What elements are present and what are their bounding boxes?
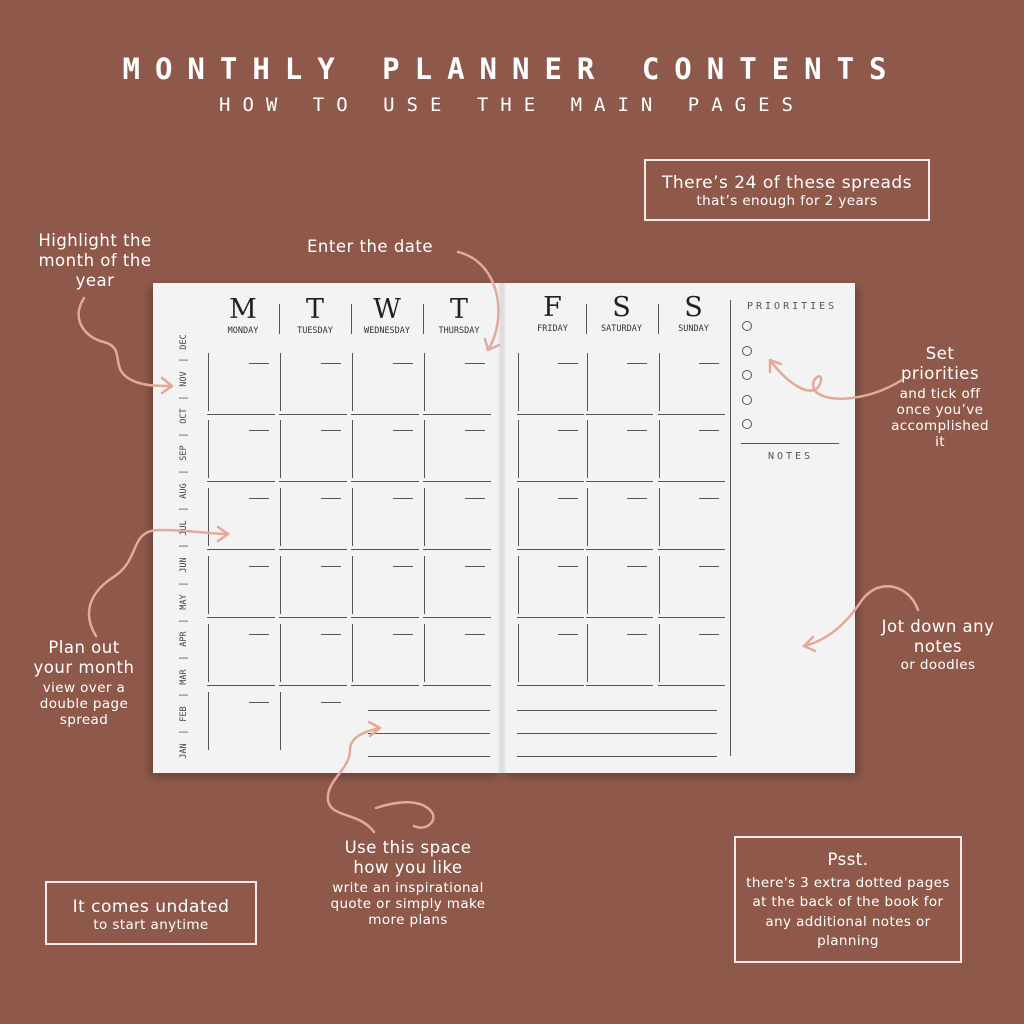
cell-divider	[352, 624, 353, 682]
week-rule	[279, 414, 347, 415]
week-rule	[207, 685, 275, 686]
week-rule	[207, 481, 275, 482]
week-rule	[279, 549, 347, 550]
month-selector	[170, 300, 198, 759]
cell-divider	[587, 420, 588, 478]
cell-divider	[587, 556, 588, 614]
spreads-note-title: There’s 24 of these spreads	[661, 173, 913, 193]
free-space-line	[517, 756, 717, 757]
date-dash	[393, 566, 413, 567]
month-separator: |	[179, 692, 189, 698]
date-dash	[321, 634, 341, 635]
day-name: THURSDAY	[438, 326, 480, 336]
cell-divider	[208, 488, 209, 546]
date-dash	[558, 634, 578, 635]
week-rule	[279, 617, 347, 618]
cell-divider	[587, 353, 588, 411]
week-rule	[586, 685, 653, 686]
day-header-thursday	[423, 296, 495, 336]
enter-date-text: Enter the date	[306, 237, 434, 256]
priority-checkbox[interactable]	[742, 321, 752, 331]
date-dash	[558, 363, 578, 364]
notes-label: NOTES	[768, 451, 814, 462]
day-letter: M	[229, 294, 257, 325]
highlight-month-text: Highlight the month of the year	[38, 231, 152, 290]
cell-divider	[659, 353, 660, 411]
plan-month-title: Plan out your month	[33, 638, 135, 677]
header-separator	[351, 304, 352, 334]
header-separator	[586, 304, 587, 334]
month-may[interactable]: MAY	[179, 594, 189, 610]
notes-note	[880, 617, 996, 673]
date-dash	[465, 498, 485, 499]
day-letter: T	[305, 294, 324, 325]
week-rule	[517, 685, 584, 686]
day-letter: W	[373, 294, 401, 325]
plan-month-text: view over a double page spread	[39, 679, 129, 728]
week-rule	[351, 685, 419, 686]
day-header-friday	[517, 294, 588, 334]
notes-note-text: or doodles	[900, 656, 976, 673]
planner-right-page	[503, 283, 855, 773]
day-name: TUESDAY	[297, 326, 333, 336]
date-dash	[321, 430, 341, 431]
cell-divider	[280, 556, 281, 614]
cell-divider	[280, 353, 281, 411]
priorities-note-title: Set priorities	[900, 344, 980, 383]
notes-divider	[741, 443, 839, 444]
month-oct[interactable]: OCT	[179, 408, 189, 424]
date-dash	[321, 363, 341, 364]
priority-checkbox[interactable]	[742, 395, 752, 405]
day-header-tuesday	[279, 296, 351, 336]
page-subtitle: HOW TO USE THE MAIN PAGES	[219, 94, 805, 116]
month-separator: |	[179, 581, 189, 587]
date-dash	[699, 634, 719, 635]
free-space-loop	[376, 802, 433, 827]
week-rule	[658, 549, 725, 550]
date-dash	[465, 363, 485, 364]
date-dash	[627, 634, 647, 635]
header-separator	[279, 304, 280, 334]
date-dash	[627, 498, 647, 499]
date-dash	[249, 566, 269, 567]
undated-note-box	[45, 881, 257, 945]
undated-note-text: to start anytime	[93, 917, 209, 934]
date-dash	[699, 498, 719, 499]
month-separator: |	[179, 432, 189, 438]
day-letter: T	[449, 294, 468, 325]
spreads-note-text: that’s enough for 2 years	[696, 193, 878, 210]
cell-divider	[424, 353, 425, 411]
date-dash	[321, 566, 341, 567]
cell-divider	[280, 692, 281, 750]
cell-divider	[352, 420, 353, 478]
date-dash	[558, 430, 578, 431]
week-rule	[658, 685, 725, 686]
date-dash	[249, 498, 269, 499]
cell-divider	[424, 624, 425, 682]
month-apr[interactable]: APR	[179, 631, 189, 648]
date-dash	[249, 430, 269, 431]
week-rule	[517, 414, 584, 415]
cell-divider	[518, 556, 519, 614]
date-dash	[699, 566, 719, 567]
cell-divider	[424, 556, 425, 614]
planner-left-page	[153, 283, 501, 773]
cell-divider	[659, 624, 660, 682]
psst-note-box	[734, 836, 962, 963]
cell-divider	[587, 488, 588, 546]
month-separator: |	[179, 618, 189, 624]
date-dash	[699, 363, 719, 364]
day-header-sunday	[658, 294, 729, 334]
week-rule	[586, 617, 653, 618]
week-rule	[351, 414, 419, 415]
cell-divider	[518, 420, 519, 478]
week-rule	[207, 549, 275, 550]
month-mar[interactable]: MAR	[179, 668, 189, 685]
week-rule	[351, 617, 419, 618]
cell-divider	[424, 488, 425, 546]
book-spine	[497, 283, 507, 773]
week-rule	[586, 549, 653, 550]
month-separator: |	[179, 357, 189, 363]
cell-divider	[352, 488, 353, 546]
date-dash	[558, 566, 578, 567]
week-rule	[658, 617, 725, 618]
priorities-note-text: and tick off once you’ve accomplished it	[891, 385, 989, 451]
month-sep[interactable]: SEP	[179, 445, 189, 462]
day-name: MONDAY	[227, 326, 259, 336]
notes-note-title: Jot down any notes	[881, 617, 995, 656]
date-dash	[393, 634, 413, 635]
priority-checkbox[interactable]	[742, 346, 752, 356]
day-name: WEDNESDAY	[363, 326, 411, 336]
month-separator: |	[179, 395, 189, 401]
date-dash	[465, 430, 485, 431]
week-rule	[207, 414, 275, 415]
month-jan[interactable]: JAN	[179, 743, 189, 759]
month-separator: |	[179, 543, 189, 549]
cell-divider	[352, 353, 353, 411]
cell-divider	[659, 420, 660, 478]
priorities-note	[870, 344, 1010, 450]
date-dash	[699, 430, 719, 431]
enter-date-note	[290, 237, 450, 257]
free-space-text: write an inspirational quote or simply make more plans	[330, 879, 486, 928]
cell-divider	[518, 488, 519, 546]
spreads-note-box	[644, 159, 930, 221]
week-rule	[517, 481, 584, 482]
cell-divider	[208, 420, 209, 478]
cell-divider	[518, 624, 519, 682]
week-rule	[351, 481, 419, 482]
date-dash	[249, 363, 269, 364]
cell-divider	[424, 420, 425, 478]
cell-divider	[208, 556, 209, 614]
date-dash	[465, 634, 485, 635]
cell-divider	[659, 488, 660, 546]
free-space-note	[318, 838, 498, 928]
week-rule	[351, 549, 419, 550]
priorities-divider-vertical	[730, 300, 731, 756]
week-rule	[586, 414, 653, 415]
psst-note-title: Psst.	[827, 850, 869, 869]
day-name: SUNDAY	[678, 324, 709, 334]
month-dec[interactable]: DEC	[179, 334, 189, 350]
day-name: FRIDAY	[537, 324, 568, 334]
undated-note-title: It comes undated	[72, 897, 230, 917]
month-separator: |	[179, 506, 189, 512]
page-title: MONTHLY PLANNER CONTENTS	[122, 52, 902, 86]
cell-divider	[208, 692, 209, 750]
week-rule	[279, 685, 347, 686]
date-dash	[627, 430, 647, 431]
cell-divider	[280, 488, 281, 546]
free-space-line	[517, 733, 717, 734]
cell-divider	[352, 556, 353, 614]
cell-divider	[518, 353, 519, 411]
week-rule	[423, 481, 491, 482]
free-space-line	[517, 710, 717, 711]
date-dash	[393, 498, 413, 499]
day-header-saturday	[586, 294, 657, 334]
day-letter: F	[543, 292, 562, 323]
date-dash	[558, 498, 578, 499]
month-aug[interactable]: AUG	[179, 482, 189, 499]
week-rule	[423, 685, 491, 686]
day-header-wednesday	[351, 296, 423, 336]
free-space-line	[368, 710, 490, 711]
month-feb[interactable]: FEB	[179, 706, 189, 722]
cell-divider	[208, 353, 209, 411]
header-separator	[423, 304, 424, 334]
week-rule	[517, 617, 584, 618]
cell-divider	[659, 556, 660, 614]
date-dash	[249, 702, 269, 703]
week-rule	[423, 414, 491, 415]
psst-note-text: there's 3 extra dotted pages at the back of the book for any additional notes or planning	[746, 874, 950, 950]
month-separator: |	[179, 729, 189, 735]
cell-divider	[280, 420, 281, 478]
month-jun[interactable]: JUN	[179, 557, 189, 573]
week-rule	[279, 481, 347, 482]
cell-divider	[208, 624, 209, 682]
month-separator: |	[179, 655, 189, 661]
month-jul[interactable]: JUL	[179, 520, 189, 536]
day-name: SATURDAY	[601, 324, 642, 334]
date-dash	[393, 430, 413, 431]
day-letter: S	[612, 292, 631, 323]
header-separator	[658, 304, 659, 334]
plan-month-note	[28, 638, 140, 728]
priority-checkbox[interactable]	[742, 419, 752, 429]
month-nov[interactable]: NOV	[179, 371, 189, 387]
date-dash	[465, 566, 485, 567]
cell-divider	[587, 624, 588, 682]
free-space-line	[368, 756, 490, 757]
priority-checkbox[interactable]	[742, 370, 752, 380]
week-rule	[423, 617, 491, 618]
date-dash	[393, 363, 413, 364]
highlight-month-note	[26, 231, 164, 290]
month-separator: |	[179, 469, 189, 475]
free-space-line	[368, 733, 490, 734]
week-rule	[658, 481, 725, 482]
date-dash	[321, 498, 341, 499]
day-header-monday	[207, 296, 279, 336]
date-dash	[627, 363, 647, 364]
day-letter: S	[684, 292, 703, 323]
date-dash	[321, 702, 341, 703]
week-rule	[658, 414, 725, 415]
date-dash	[249, 634, 269, 635]
date-dash	[627, 566, 647, 567]
free-space-title: Use this space how you like	[344, 838, 472, 877]
week-rule	[207, 617, 275, 618]
week-rule	[517, 549, 584, 550]
week-rule	[423, 549, 491, 550]
cell-divider	[280, 624, 281, 682]
week-rule	[586, 481, 653, 482]
priorities-label: PRIORITIES	[747, 301, 838, 312]
